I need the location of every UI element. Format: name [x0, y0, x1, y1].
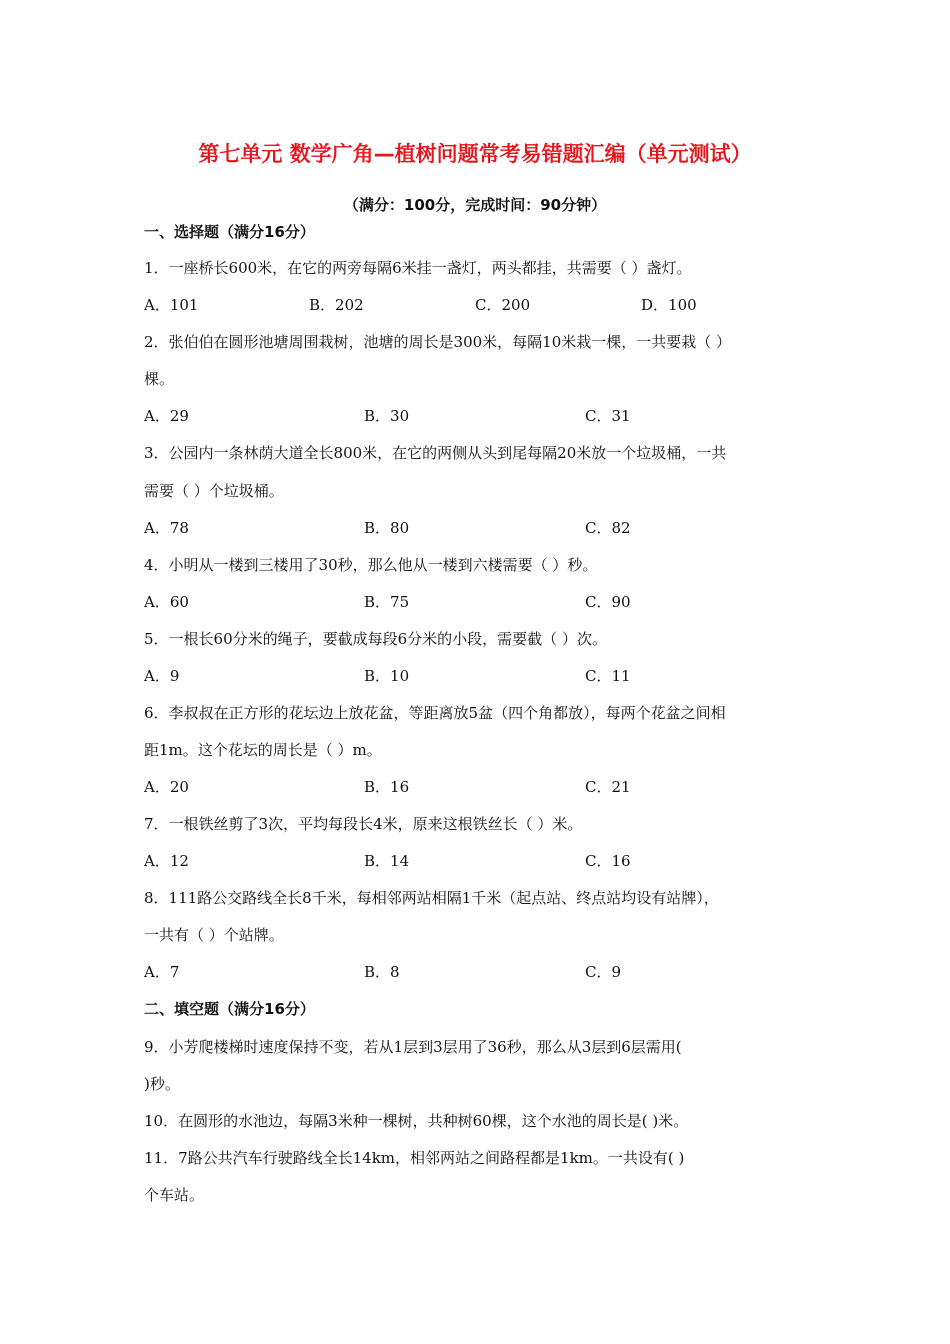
section-heading-choice: 一、选择题（满分16分） — [144, 223, 315, 241]
question-2-option-b: B．30 — [364, 407, 410, 425]
question-8-text-line-2: 一共有（ ）个站牌。 — [144, 926, 284, 944]
question-2-text-line-2: 棵。 — [144, 370, 175, 388]
question-5-text: 5．一根长60分米的绳子，要截成每段6分米的小段，需要截（ ）次。 — [144, 630, 607, 648]
question-11-text-line-2: 个车站。 — [144, 1186, 205, 1204]
question-6-text-line-2: 距1m。这个花坛的周长是（ ）m。 — [144, 741, 382, 759]
question-4-text: 4．小明从一楼到三楼用了30秒，那么他从一楼到六楼需要（ ）秒。 — [144, 556, 598, 574]
question-3-option-a: A．78 — [144, 519, 189, 537]
question-1-option-d: D．100 — [641, 296, 697, 314]
question-8-option-a: A．7 — [144, 963, 180, 981]
question-3-option-b: B．80 — [364, 519, 410, 537]
section-heading-fill-in: 二、填空题（满分16分） — [144, 1000, 315, 1018]
question-4-option-c: C．90 — [585, 593, 631, 611]
question-8-option-c: C．9 — [585, 963, 622, 981]
question-5-option-a: A．9 — [144, 667, 180, 685]
question-3-text-line-1: 3．公园内一条林荫大道全长800米，在它的两侧从头到尾每隔20米放一个垃圾桶，一共 — [144, 444, 727, 462]
question-5-option-b: B．10 — [364, 667, 410, 685]
question-7-option-b: B．14 — [364, 852, 410, 870]
question-4-option-a: A．60 — [144, 593, 189, 611]
page-title: 第七单元 数学广角—植树问题常考易错题汇编（单元测试） — [198, 142, 752, 166]
question-9-text-line-2: )秒。 — [144, 1075, 180, 1093]
question-5-option-c: C．11 — [585, 667, 631, 685]
question-3-text-line-2: 需要（ ）个垃圾桶。 — [144, 482, 284, 500]
question-3-option-c: C．82 — [585, 519, 631, 537]
question-7-text: 7．一根铁丝剪了3次，平均每段长4米，原来这根铁丝长（ ）米。 — [144, 815, 583, 833]
question-6-option-a: A．20 — [144, 778, 189, 796]
question-1-option-b: B．202 — [309, 296, 364, 314]
question-7-option-c: C．16 — [585, 852, 631, 870]
page-subtitle: （满分：100分，完成时间：90分钟） — [343, 196, 607, 214]
question-2-option-a: A．29 — [144, 407, 189, 425]
question-6-text-line-1: 6．李叔叔在正方形的花坛边上放花盆，等距离放5盆（四个角都放），每两个花盆之间相 — [144, 704, 726, 722]
question-2-option-c: C．31 — [585, 407, 631, 425]
question-1-option-c: C．200 — [475, 296, 531, 314]
question-8-option-b: B．8 — [364, 963, 400, 981]
question-7-option-a: A．12 — [144, 852, 189, 870]
question-9-text-line-1: 9．小芳爬楼梯时速度保持不变，若从1层到3层用了36秒，那么从3层到6层需用( — [144, 1038, 682, 1056]
question-8-text-line-1: 8．111路公交路线全长8千米，每相邻两站相隔1千米（起点站、终点站均设有站牌）， — [144, 889, 719, 907]
question-2-text-line-1: 2．张伯伯在圆形池塘周围栽树，池塘的周长是300米，每隔10米栽一棵，一共要栽（ ） — [144, 333, 732, 351]
question-10-text: 10．在圆形的水池边，每隔3米种一棵树，共种树60棵，这个水池的周长是( )米。 — [144, 1112, 689, 1130]
question-6-option-b: B．16 — [364, 778, 410, 796]
question-4-option-b: B．75 — [364, 593, 410, 611]
question-1-option-a: A．101 — [144, 296, 199, 314]
question-1-text: 1．一座桥长600米，在它的两旁每隔6米挂一盏灯，两头都挂，共需要（ ）盏灯。 — [144, 259, 692, 277]
question-6-option-c: C．21 — [585, 778, 631, 796]
question-11-text-line-1: 11．7路公共汽车行驶路线全长14km，相邻两站之间路程都是1km。一共设有( ) — [144, 1149, 685, 1167]
